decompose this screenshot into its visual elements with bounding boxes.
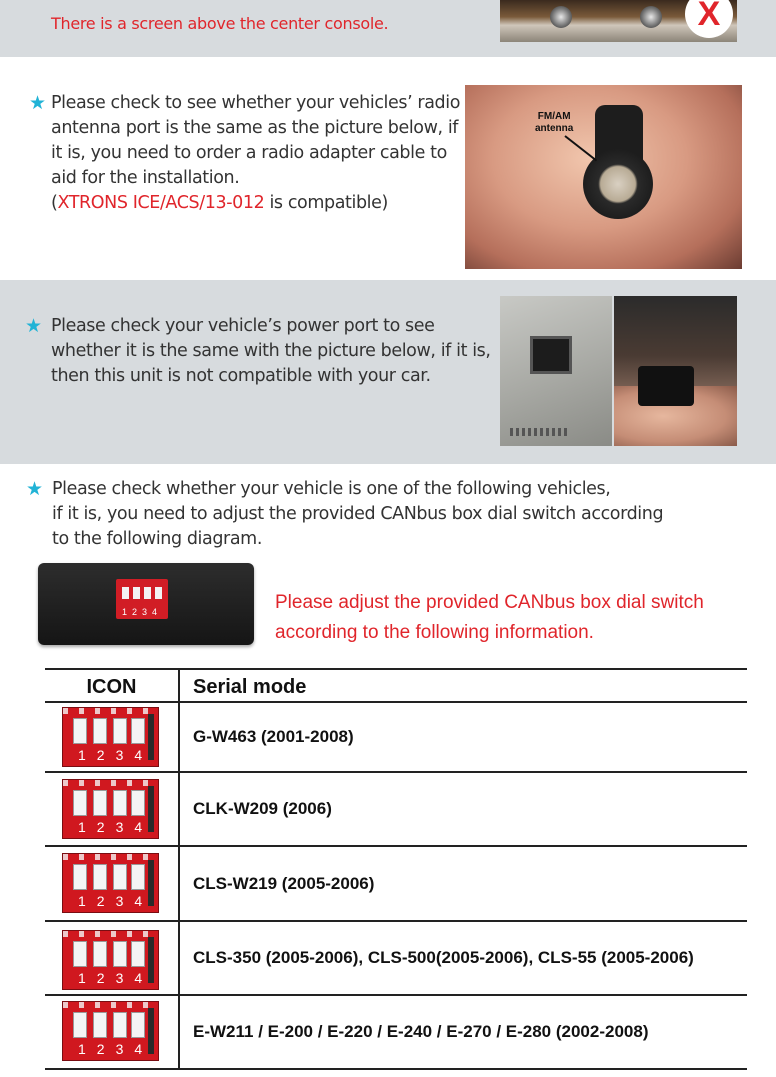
- canbus-box-image: [38, 563, 254, 645]
- text-line: aid for the installation.: [51, 168, 240, 188]
- header-icon: ICON: [45, 670, 180, 703]
- table-row: [45, 996, 747, 1070]
- text-line: it is, you need to order a radio adapter cable to: [51, 143, 447, 163]
- compatible-suffix: is compatible): [264, 193, 388, 213]
- mode-cell: CLS-W219 (2005-2006): [193, 873, 375, 893]
- dial-switch: [116, 579, 168, 619]
- table-row: [45, 773, 747, 847]
- text-line: antenna port is the same as the picture below, if: [51, 118, 459, 138]
- product-code: XTRONS ICE/ACS/13-012: [57, 193, 265, 213]
- dip-cell: [45, 922, 180, 994]
- text-line: whether it is the same with the picture below, if it is,: [51, 341, 491, 361]
- compatible-line: [51, 191, 471, 216]
- dip-cell: [45, 847, 180, 920]
- adjust-instruction: [275, 588, 755, 648]
- dip-switch-icon: [63, 931, 158, 989]
- power-text: [51, 314, 491, 389]
- dip-switch-icon: [63, 708, 158, 766]
- dip-numbers: 1234: [78, 819, 154, 835]
- header-mode: Serial mode: [193, 676, 307, 698]
- dip-numbers: 1234: [78, 893, 154, 909]
- dip-numbers: 1234: [78, 970, 154, 986]
- text-line: then this unit is not compatible with your car.: [51, 366, 431, 386]
- table-header: [45, 668, 747, 703]
- console-note: There is a screen above the center console.: [51, 14, 389, 33]
- table-row: [45, 922, 747, 996]
- center-console-photo: [500, 0, 737, 42]
- not-compatible-icon: X: [685, 0, 733, 38]
- antenna-label: FM/AM antenna: [535, 111, 574, 134]
- pointer-arrow-icon: [564, 135, 597, 161]
- power-plug-photo: [614, 296, 737, 446]
- dip-switch-icon: [63, 854, 158, 912]
- text-line: Please check to see whether your vehicles’ radio: [51, 93, 461, 113]
- mode-cell: G-W463 (2001-2008): [193, 727, 354, 746]
- serial-mode-table: [45, 668, 747, 1070]
- canbus-text: [52, 477, 752, 552]
- antenna-text: [51, 91, 471, 216]
- adjust-line: Please adjust the provided CANbus box dial switch: [275, 592, 704, 613]
- switch-numbers: 1234: [121, 607, 163, 617]
- dip-numbers: 1234: [78, 1041, 154, 1057]
- power-plug: [638, 366, 694, 406]
- text-line: Please check whether your vehicle is one of the following vehicles,: [52, 479, 611, 499]
- star-icon: ★: [29, 93, 47, 114]
- top-band: [0, 0, 776, 57]
- mode-cell: CLK-W209 (2006): [193, 799, 332, 818]
- paren-open: (: [51, 193, 58, 213]
- dip-switch-icon: [63, 1002, 158, 1060]
- dip-numbers: 1234: [78, 747, 154, 763]
- console-knob: [550, 6, 572, 28]
- antenna-port-photo: [465, 85, 742, 269]
- mode-cell: E-W211 / E-200 / E-220 / E-240 / E-270 / E-280 (2002-2008): [193, 1022, 649, 1041]
- star-icon: ★: [25, 316, 43, 337]
- console-knob: [640, 6, 662, 28]
- adjust-line: according to the following information.: [275, 622, 594, 643]
- table-row: [45, 703, 747, 773]
- text-line: to the following diagram.: [52, 529, 262, 549]
- head-unit-port-photo: [500, 296, 612, 446]
- dip-cell: [45, 773, 180, 845]
- vent-holes: [510, 428, 570, 436]
- power-port: [530, 336, 572, 374]
- table-row: [45, 847, 747, 922]
- mode-cell: CLS-350 (2005-2006), CLS-500(2005-2006), CLS-55 (2005-2006): [193, 948, 694, 967]
- star-icon: ★: [26, 479, 44, 500]
- text-line: Please check your vehicle’s power port to see: [51, 316, 435, 336]
- dip-cell: [45, 703, 180, 771]
- text-line: if it is, you need to adjust the provided CANbus box dial switch according: [52, 504, 664, 524]
- dip-switch-icon: [63, 780, 158, 838]
- dip-cell: [45, 996, 180, 1068]
